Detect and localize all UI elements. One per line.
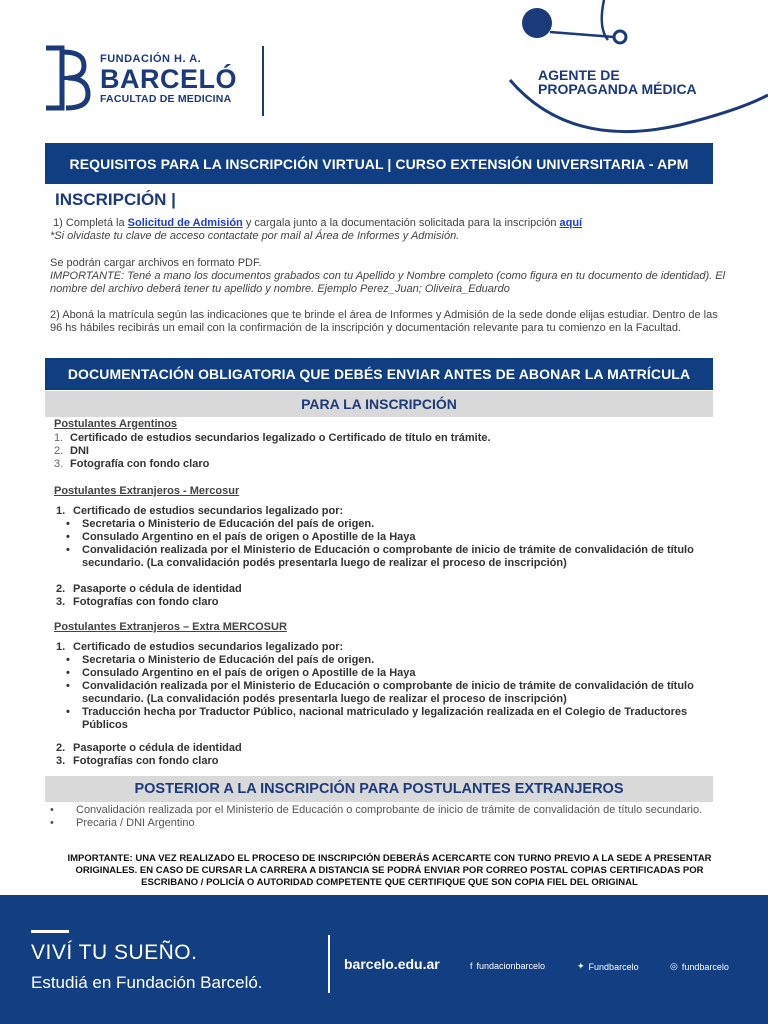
page-footer — [0, 895, 768, 1024]
step2-paragraph: 2) Aboná la matrícula según las indicaciones que te brinde el área de Informes y Admisión de la sede donde elijas estudiar. Dentro de las 96 hs hábiles recibirás un email con la confirmación de la inscripción y documentación relevante para tu comienzo en la Facultad. — [50, 309, 718, 334]
list-item: • Convalidación realizada por el Ministerio de Educación o comprobante de inicio de trámite de convalidación de título secundario. — [50, 804, 703, 816]
institution-name: BARCELÓ — [100, 64, 237, 94]
foundation-label: FUNDACIÓN H. A. — [100, 53, 202, 65]
bullet-item: • Secretaria o Ministerio de Educación del país de origen. — [66, 654, 375, 666]
documentation-banner: DOCUMENTACIÓN OBLIGATORIA QUE DEBÉS ENVIAR ANTES DE ABONAR LA MATRÍCULA — [45, 358, 713, 390]
barcelo-logo-icon — [40, 44, 92, 112]
list-item: 2. Pasaporte o cédula de identidad — [56, 583, 242, 595]
extra-mercosur-heading: Postulantes Extranjeros – Extra MERCOSUR — [54, 621, 287, 633]
step1-paragraph: 1) Completá la Solicitud de Admisión y cargala junto a la documentación solicitada para la inscripción aquí *Si olvidaste tu clave de acceso contactate por mail al Área de Informes y Admisión. — [50, 217, 583, 242]
program-title: AGENTE DE PROPAGANDA MÉDICA — [538, 67, 697, 97]
facebook-icon: f — [470, 961, 473, 971]
list-item: 1. Certificado de estudios secundarios legalizado por: — [56, 505, 344, 517]
twitter-icon: ✦ — [577, 961, 585, 971]
para-inscripcion-header: PARA LA INSCRIPCIÓN — [45, 391, 713, 417]
list-item: 1. Certificado de estudios secundarios legalizado o Certificado de título en trámite. — [54, 432, 491, 444]
footer-divider — [328, 935, 330, 993]
instagram-icon: ◎ — [670, 961, 678, 971]
twitter-link[interactable]: ✦ Fundbarcelo — [577, 961, 639, 972]
bullet-item: • Secretaria o Ministerio de Educación del país de origen. — [66, 518, 375, 530]
bullet-item: • Consulado Argentino en el país de origen o Apostille de la Haya — [66, 667, 416, 679]
password-note: *Si olvidaste tu clave de acceso contactate por mail al Área de Informes y Admisión. — [50, 230, 460, 242]
list-item: • Precaria / DNI Argentino — [50, 817, 195, 829]
list-item: 3. Fotografías con fondo claro — [56, 596, 219, 608]
list-item: 1. Certificado de estudios secundarios legalizado por: — [56, 641, 344, 653]
faculty-label: FACULTAD DE MEDICINA — [100, 93, 232, 105]
website-link[interactable]: barcelo.edu.ar — [344, 956, 440, 972]
posterior-list — [46, 804, 726, 830]
list-item: 3. Fotografía con fondo claro — [54, 458, 210, 470]
mercosur-list — [56, 505, 716, 609]
list-item: 2. Pasaporte o cédula de identidad — [56, 742, 242, 754]
page-header — [0, 0, 768, 140]
posterior-header: POSTERIOR A LA INSCRIPCIÓN PARA POSTULANTES EXTRANJEROS — [45, 776, 713, 802]
instagram-link[interactable]: ◎ fundbarcelo — [670, 961, 729, 972]
mercosur-heading: Postulantes Extranjeros - Mercosur — [54, 485, 240, 497]
bullet-item: • Consulado Argentino en el país de origen o Apostille de la Haya — [66, 531, 416, 543]
logo-divider — [262, 46, 264, 116]
bullet-item: • Convalidación realizada por el Ministerio de Educación o comprobante de inicio de trámite de convalidación de título secundario. (La convalidación podés presentarla luego de realizar el proceso de inscripción) — [66, 680, 694, 705]
upload-here-link[interactable]: aquí — [559, 217, 583, 229]
requirements-banner: REQUISITOS PARA LA INSCRIPCIÓN VIRTUAL | CURSO EXTENSIÓN UNIVERSITARIA - APM — [45, 143, 713, 184]
pdf-paragraph: Se podrán cargar archivos en formato PDF. IMPORTANTE: Tené a mano los documentos grabados con tu Apellido y Nombre completo (como figura en tu documento de identidad). El nombre del archivo deberá tener tu apellido y nombre. Ejemplo Perez_Juan; Oliveira_Eduardo — [50, 257, 726, 295]
admission-form-link[interactable]: Solicitud de Admisión — [127, 217, 243, 229]
important-note: IMPORTANTE: Tené a mano los documentos grabados con tu Apellido y Nombre completo (como figura en tu documento de identidad). El nombre del archivo deberá tener tu apellido y nombre. Ejemplo Perez_Juan; Oliveira_Eduardo — [50, 270, 726, 295]
bullet-item: • Traducción hecha por Traductor Público, nacional matriculado y legalización realizada en el Colegio de Traductores Públicos — [66, 706, 688, 731]
extra-mercosur-list — [56, 641, 716, 768]
footer-slogan: VIVÍ TU SUEÑO. — [31, 941, 198, 964]
argentinos-heading: Postulantes Argentinos — [54, 418, 178, 430]
argentinos-list — [54, 432, 491, 471]
footer-accent-line — [31, 930, 69, 933]
bullet-item: • Convalidación realizada por el Ministerio de Educación o comprobante de inicio de trámite de convalidación de título secundario. (La convalidación podés presentarla luego de realizar el proceso de inscripción) — [66, 544, 694, 569]
list-item: 3. Fotografías con fondo claro — [56, 755, 219, 767]
facebook-link[interactable]: f fundacionbarcelo — [470, 961, 546, 971]
inscripcion-title: INSCRIPCIÓN | — [55, 190, 176, 209]
logo-wordmark — [100, 53, 237, 105]
list-item: 2. DNI — [54, 445, 89, 457]
important-final-note: IMPORTANTE: UNA VEZ REALIZADO EL PROCESO DE INSCRIPCIÓN DEBERÁS ACERCARTE CON TURNO PREVIO A LA SEDE A PRESENTAR ORIGINALES. EN CASO DE CURSAR LA CARRERA A DISTANCIA SE PODRÁ ENVIAR POR CORREO POSTAL COPIAS CERTIFICADAS POR ESCRIBANO / POLICÍA O AUTORIDAD COMPETENTE QUE CERTIFIQUE QUE SON COPIA FIEL DEL ORIGINAL — [67, 853, 712, 888]
footer-tagline: Estudiá en Fundación Barceló. — [31, 973, 263, 992]
